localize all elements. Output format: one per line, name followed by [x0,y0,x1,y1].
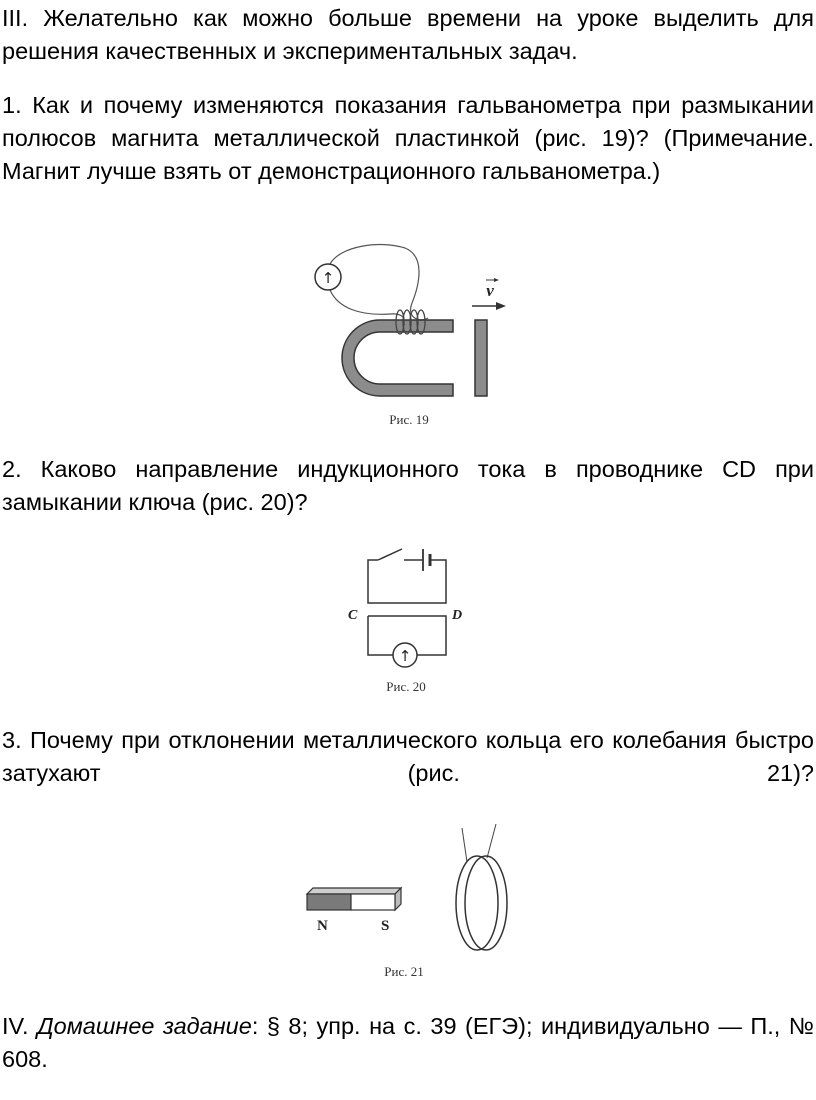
fig20-label-c: C [348,608,358,623]
fig21-thread-left [462,828,467,862]
section-3-text: III. Желательно как можно больше времени на уроке выделить для решения качественных и экспериментальных задач. [2,5,814,64]
fig19-metal-plate [475,320,487,396]
fig21-magnet-north [307,894,351,910]
fig21-label-n: N [317,918,328,934]
figure-19 [300,238,530,433]
question-2-text: 2. Каково направление индукционного тока в проводнике CD при замыкании ключа (рис. 20)? [2,456,814,515]
section-4-text: IV. Домашнее задание: § 8; упр. на с. 39 (ЕГЭ); индивидуально — П., № 608. [2,1013,814,1072]
fig20-galvanometer-symbol: ↑ [398,647,412,665]
question-3-text: 3. Почему при отклонении металлического кольца его колебания быстро затухают (рис. 21)? [2,727,814,786]
figure-21 [295,822,525,982]
fig19-galvanometer-symbol: ↑ [321,269,335,287]
fig21-thread-right [487,824,496,858]
fig20-top-circuit [368,560,446,603]
fig21-label-s: S [381,918,390,934]
fig21-caption: Рис. 21 [384,964,424,979]
question-1-text: 1. Как и почему изменяются показания гальванометра при размыкании полюсов магнита металлической пластинкой (рис. 19)? (Примечание. Магнит лучше взять от демонстрационного гальванометра.) [2,92,814,184]
fig20-switch [378,549,402,560]
figure-20 [340,535,480,700]
fig19-caption: Рис. 19 [389,412,429,427]
fig19-velocity-label: v [486,281,494,300]
homework-label: Домашнее задание [37,1013,252,1039]
fig20-caption: Рис. 20 [386,679,426,694]
fig21-metal-ring [456,856,507,950]
fig20-label-d: D [452,608,463,623]
fig19-wire-top [330,245,428,320]
fig19-wire-bottom [330,290,404,320]
fig21-magnet-south [351,894,395,910]
